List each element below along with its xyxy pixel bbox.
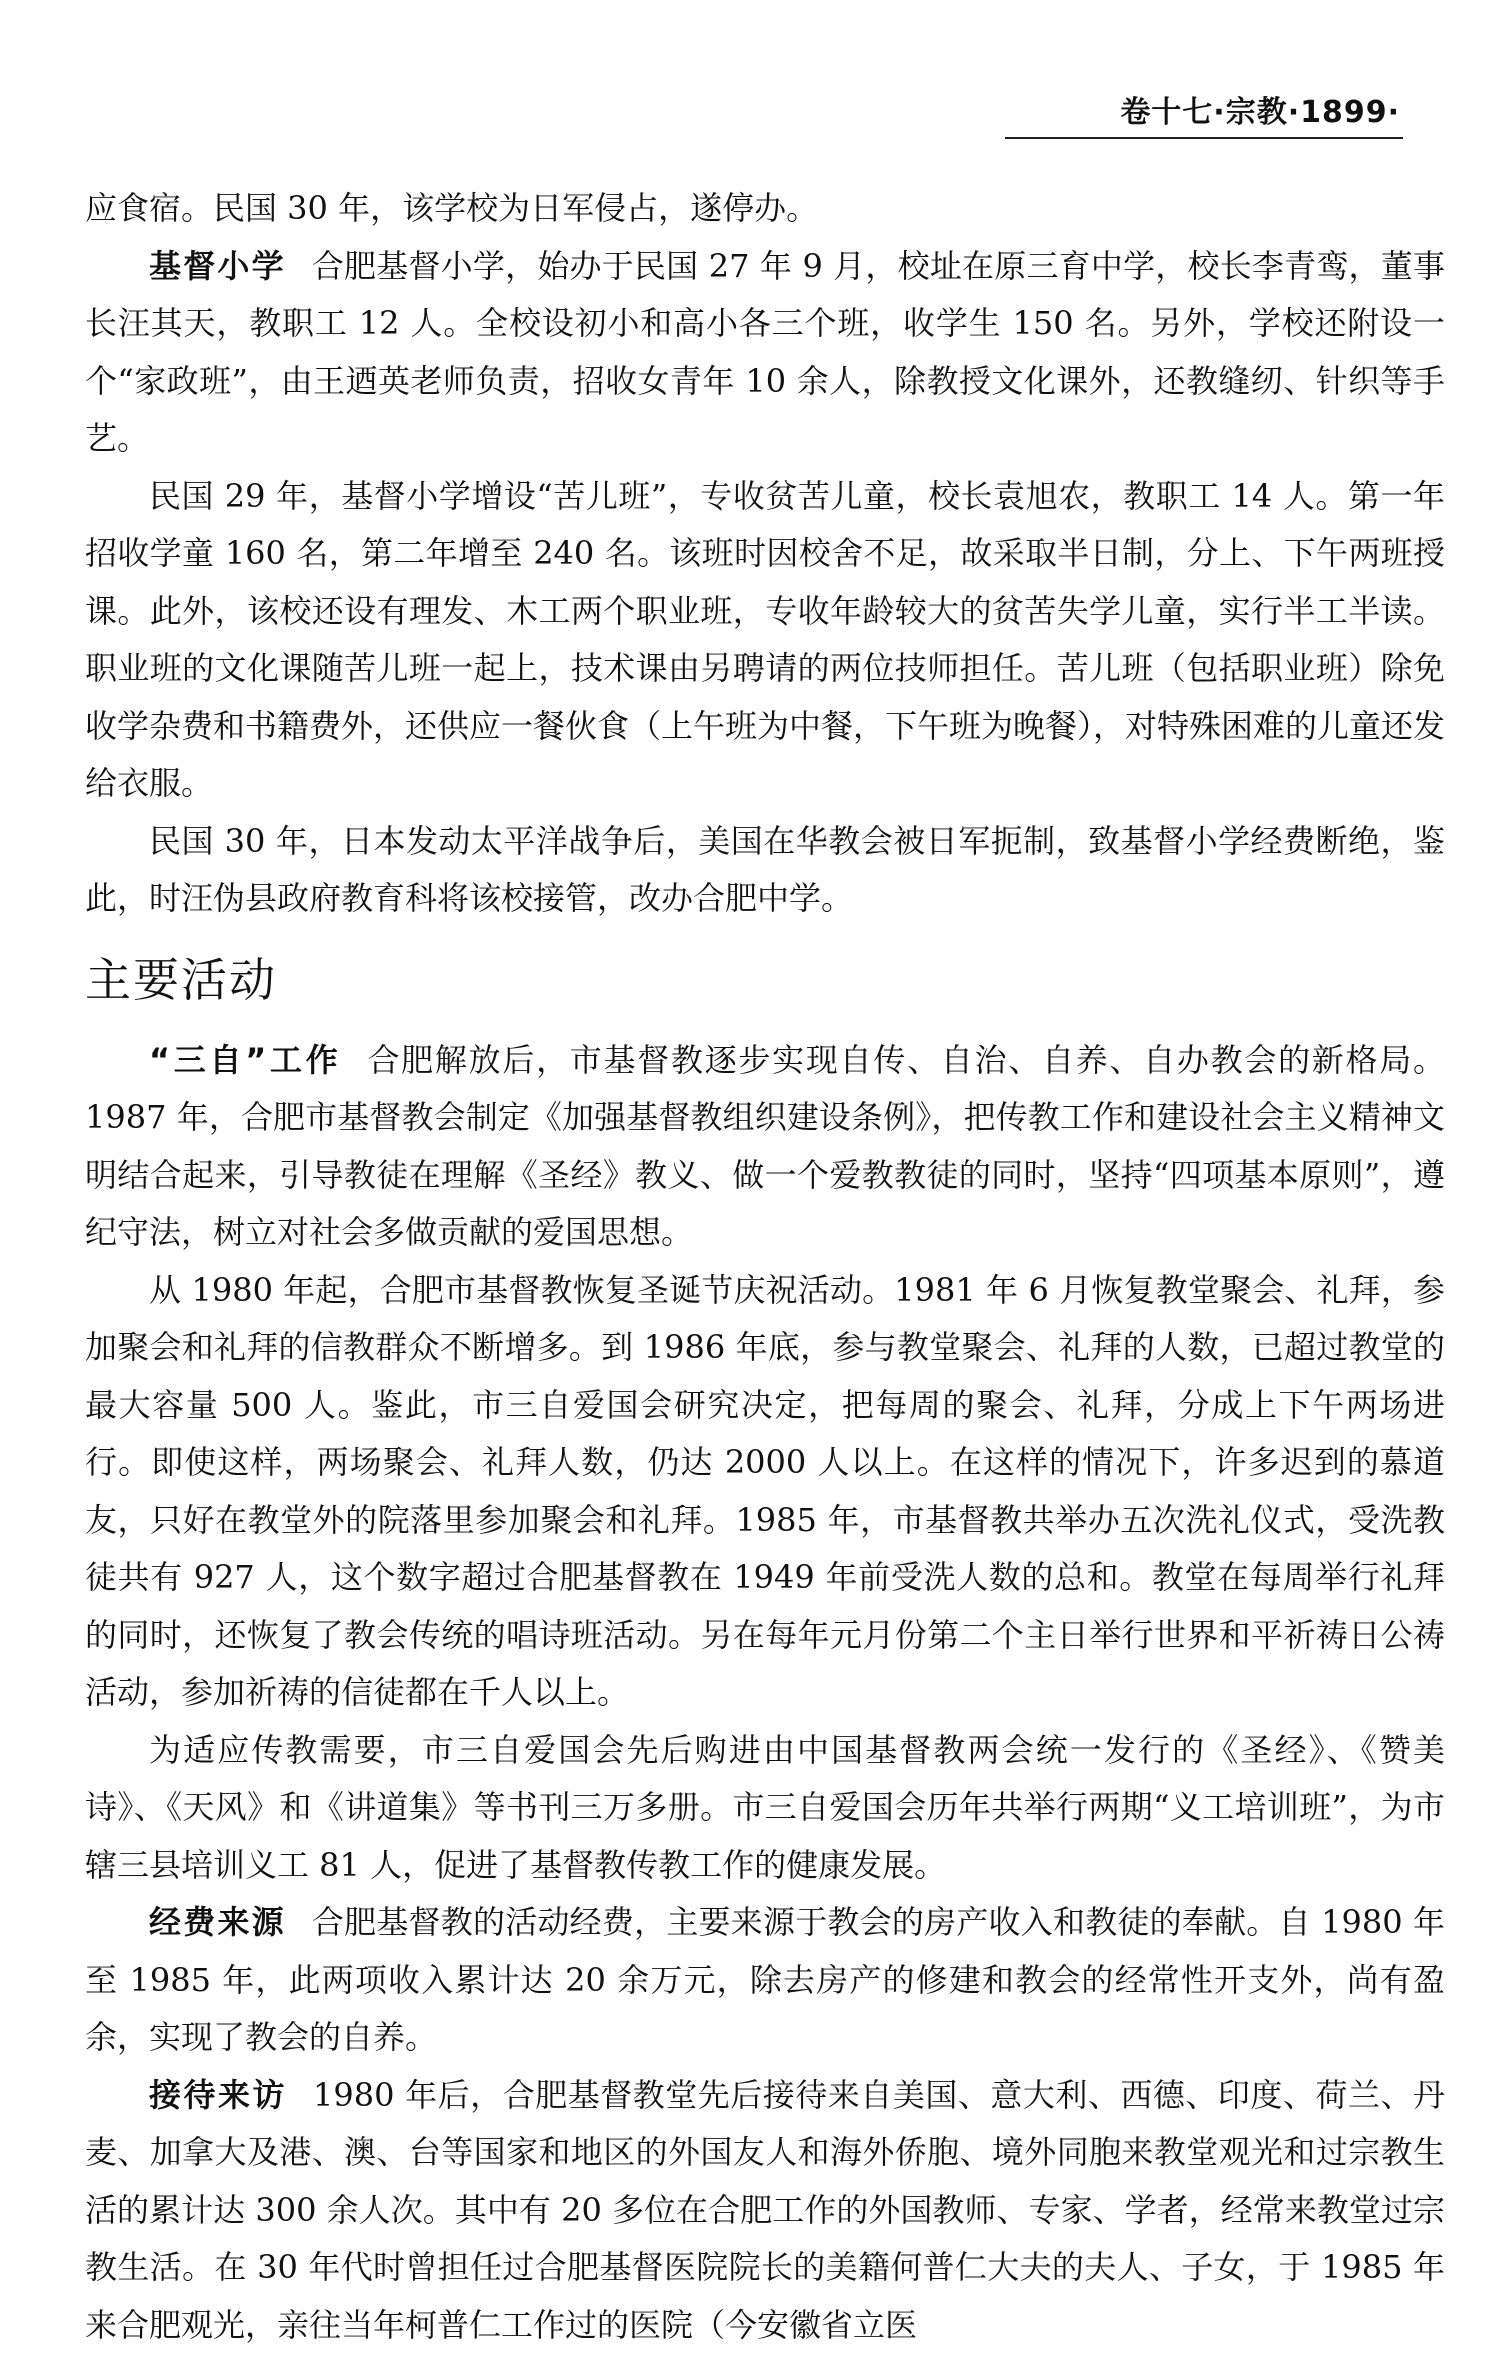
section-heading-main-activities: 主要活动 (85, 940, 1445, 1020)
entry-term-funding-sources: 经费来源 (149, 1903, 286, 1941)
body-text (85, 180, 1445, 2354)
paragraph-continuation: 应食宿。民国 30 年，该学校为日军侵占，遂停办。 (85, 180, 1445, 238)
paragraph-receiving-visitors (85, 2067, 1445, 2354)
paragraph-poor-children-class: 民国 29 年，基督小学增设“苦儿班”，专收贫苦儿童，校长袁旭农，教职工 14 人。第一年招收学童 160 名，第二年增至 240 名。该班时因校舍不足，故采取半日制，分上、下午两班授课。此外，该校还设有理发、木工两个职业班，专收年龄较大的贫苦失学儿童，实行半工半读。职业班的文化课随苦儿班一起上，技术课由另聘请的两位技师担任。苦儿班（包括职业班）除免收学杂费和书籍费外，还供应一餐伙食（上午班为中餐，下午班为晚餐），对特殊困难的儿童还发给衣服。 (85, 468, 1445, 813)
entry-term-three-self-work: “三自”工作 (149, 1041, 341, 1079)
header-rule (1005, 137, 1403, 139)
entry-text-three-self-work: 合肥解放后，市基督教逐步实现自传、自治、自养、自办教会的新格局。1987 年，合肥市基督教会制定《加强基督教组织建设条例》，把传教工作和建设社会主义精神文明结合起来，引导教徒在理解《圣经》教义、做一个爱教教徒的同时，坚持“四项基本原则”，遵纪守法，树立对社会多做贡献的爱国思想。 (85, 1041, 1445, 1252)
paragraph-christian-primary-school (85, 238, 1445, 468)
entry-text-christian-primary-school: 合肥基督小学，始办于民国 27 年 9 月，校址在原三育中学，校长李青鸾，董事长汪其天，教职工 12 人。全校设初小和高小各三个班，收学生 150 名。另外，学校还附设一个“家政班”，由王迺英老师负责，招收女青年 10 余人，除教授文化课外，还教缝纫、针织等手艺。 (85, 247, 1445, 458)
entry-text-funding-sources: 合肥基督教的活动经费，主要来源于教会的房产收入和教徒的奉献。自 1980 年至 1985 年，此两项收入累计达 20 余万元，除去房产的修建和教会的经常性开支外，尚有盈余，实现了教会的自养。 (85, 1903, 1445, 2056)
paragraph-funding-sources (85, 1894, 1445, 2067)
paragraph-worship-resumption: 从 1980 年起，合肥市基督教恢复圣诞节庆祝活动。1981 年 6 月恢复教堂聚会、礼拜，参加聚会和礼拜的信教群众不断增多。到 1986 年底，参与教堂聚会、礼拜的人数，已超过教堂的最大容量 500 人。鉴此，市三自爱国会研究决定，把每周的聚会、礼拜，分成上下午两场进行。即使这样，两场聚会、礼拜人数，仍达 2000 人以上。在这样的情况下，许多迟到的慕道友，只好在教堂外的院落里参加聚会和礼拜。1985 年，市基督教共举办五次洗礼仪式，受洗教徒共有 927 人，这个数字超过合肥基督教在 1949 年前受洗人数的总和。教堂在每周举行礼拜的同时，还恢复了教会传统的唱诗班活动。另在每年元月份第二个主日举行世界和平祈祷日公祷活动，参加祈祷的信徒都在千人以上。 (85, 1262, 1445, 1722)
entry-term-receiving-visitors: 接待来访 (149, 2076, 287, 2114)
running-head: 卷十七·宗教·1899· (1005, 90, 1400, 136)
paragraph-school-takeover: 民国 30 年，日本发动太平洋战争后，美国在华教会被日军扼制，致基督小学经费断绝，鉴此，时汪伪县政府教育科将该校接管，改办合肥中学。 (85, 813, 1445, 928)
entry-text-receiving-visitors: 1980 年后，合肥基督教堂先后接待来自美国、意大利、西德、印度、荷兰、丹麦、加拿大及港、澳、台等国家和地区的外国友人和海外侨胞、境外同胞来教堂观光和过宗教生活的累计达 300 余人次。其中有 20 多位在合肥工作的外国教师、专家、学者，经常来教堂过宗教生活。在 30 年代时曾担任过合肥基督医院院长的美籍何普仁大夫的夫人、子女，于 1985 年来合肥观光，亲往当年柯普仁工作过的医院（今安徽省立医 (85, 2076, 1445, 2344)
entry-term-christian-primary-school: 基督小学 (149, 247, 286, 285)
paragraph-three-self-work (85, 1032, 1445, 1262)
paragraph-publications-training: 为适应传教需要，市三自爱国会先后购进由中国基督教两会统一发行的《圣经》、《赞美诗》、《天风》和《讲道集》等书刊三万多册。市三自爱国会历年共举行两期“义工培训班”，为市辖三县培训义工 81 人，促进了基督教传教工作的健康发展。 (85, 1722, 1445, 1895)
